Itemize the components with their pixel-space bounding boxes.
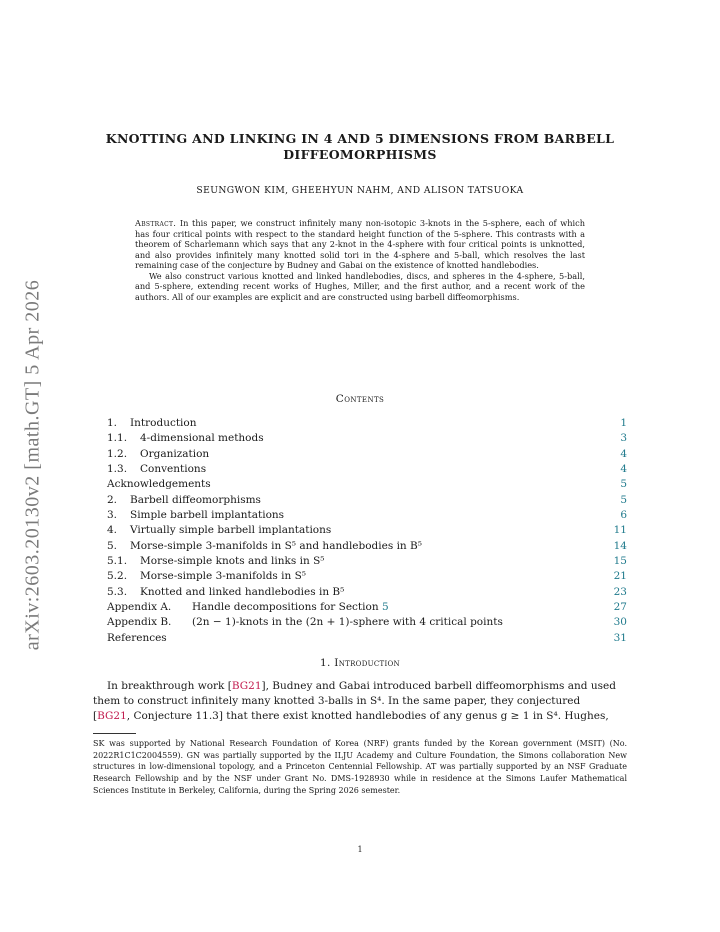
intro-line-1 — [93, 679, 627, 694]
toc-entry[interactable] — [107, 539, 627, 554]
toc-entry-number: Appendix A. — [107, 600, 172, 613]
toc-entry-number: Appendix B. — [107, 616, 172, 629]
citation-link[interactable]: BG21 — [97, 710, 127, 723]
toc-entry-label — [107, 477, 211, 492]
contents-heading: Contents — [335, 393, 385, 405]
toc-entry-number: 1. — [107, 417, 118, 429]
toc-entry[interactable] — [107, 477, 627, 492]
toc-entry-label — [140, 554, 324, 569]
toc-entry-title: 4-dimensional methods — [140, 432, 264, 445]
abstract-text-1: In this paper, we construct infinitely many non-isotopic 3-knots in the 5-sphere, each of which has four critical points with respect to the standard height function of the 5-sphere. This contrasts with a theorem of Scharlemann which says that any 2-knot in the 4-sphere with four critical points is unknotted, and also provides infinitely many knotted solid tori in the 4-sphere and 5-ball, which resolves the last remaining case of the conjecture by Budney and Gabai on the existence of knotted handlebodies. — [135, 218, 585, 270]
toc-entry-label — [130, 523, 331, 538]
section-title: Introduction — [334, 657, 400, 669]
title-line-1: KNOTTING AND LINKING IN 4 AND 5 DIMENSIONS FROM BARBELL — [105, 131, 615, 146]
toc-entry-label — [107, 631, 167, 646]
toc-entry-number: 2. — [107, 493, 118, 506]
intro-text: In breakthrough work [ — [107, 680, 232, 692]
abstract-paragraph-2: We also construct various knotted and linked handlebodies, discs, and spheres in the 4-sphere, 5-ball, and 5-sphere, extending recent works of Hughes, Miller, and the first author, and a recent work of the authors. All of our examples are explicit and are constructed using barbell diffeomorphisms. — [135, 270, 585, 302]
toc-entry[interactable] — [107, 554, 627, 569]
toc-entry-label — [130, 539, 422, 554]
arxiv-sidebar — [18, 0, 48, 932]
toc-entry-title: Barbell diffeomorphisms — [130, 493, 261, 506]
toc-page-link[interactable]: 23 — [613, 585, 627, 598]
toc-entry-label — [140, 569, 306, 584]
funding-footnote: SK was supported by National Research Foundation of Korea (NRF) grants funded by the Korean government (MSIT) (No. 2022R1C1C2004559). GN was partially supported by the ILJU Academy and Culture Foundation, the Simons collaboration New structures in low-dimensional topology, and a Princeton Centennial Fellowship. AT was partially supported by an NSF Graduate Research Fellowship and by the NSF under Grant No. DMS-1928930 while in residence at the Simons Laufer Mathematical Sciences Institute in Berkeley, California, during the Spring 2026 semester. — [93, 739, 627, 795]
toc-entry[interactable] — [107, 493, 627, 508]
toc-entry-title: Organization — [140, 447, 210, 460]
toc-entry-number: 5.3. — [107, 585, 128, 598]
title-line-2: DIFFEOMORPHISMS — [283, 147, 437, 162]
toc-entry-title: Conventions — [140, 462, 207, 475]
toc-page-link[interactable]: 1 — [620, 417, 627, 429]
toc-page-link[interactable]: 14 — [613, 539, 627, 552]
citation-link[interactable]: BG21 — [231, 680, 262, 692]
toc-entry-title: Virtually simple barbell implantations — [130, 524, 332, 537]
toc-entry[interactable] — [107, 569, 627, 584]
author-list: SEUNGWON KIM, GHEEHYUN NAHM, AND ALISON TATSUOKA — [196, 185, 524, 196]
toc-page-link[interactable]: 6 — [620, 508, 627, 521]
toc-entry[interactable] — [107, 585, 627, 600]
table-of-contents — [107, 416, 627, 646]
toc-entry-number: 4. — [107, 524, 118, 537]
toc-page-link[interactable]: 4 — [620, 447, 627, 460]
abstract — [135, 218, 585, 302]
toc-entry-title: Morse-simple knots and links in S⁵ — [140, 554, 325, 567]
toc-entry-label — [192, 615, 503, 630]
toc-page-link[interactable]: 31 — [613, 631, 627, 644]
intro-text: [ — [93, 710, 98, 723]
toc-entry[interactable] — [107, 631, 627, 646]
arxiv-identifier: arXiv:2603.20130v2 [math.GT] 5 Apr 2026 — [21, 279, 44, 651]
paper-title — [100, 131, 620, 163]
introduction-text — [93, 679, 627, 725]
intro-text: ], Budney and Gabai introduced barbell diffeomorphisms and used — [261, 680, 616, 692]
toc-page-link[interactable]: 30 — [613, 616, 627, 629]
toc-entry[interactable] — [107, 523, 627, 538]
section-heading-introduction — [100, 657, 620, 669]
toc-entry-number: 1.3. — [107, 462, 128, 475]
toc-entry-label — [192, 600, 389, 615]
toc-entry-title: Morse-simple 3-manifolds in S⁵ — [140, 570, 307, 583]
toc-entry-title: (2n − 1)-knots in the (2n + 1)-sphere with 4 critical points — [192, 616, 503, 629]
toc-entry[interactable] — [107, 416, 627, 431]
toc-page-link[interactable]: 5 — [620, 493, 627, 506]
toc-entry-title: Introduction — [130, 417, 197, 429]
intro-line-2: them to construct infinitely many knotted 3-balls in S⁴. In the same paper, they conjectured — [93, 695, 581, 708]
toc-page-link[interactable]: 11 — [613, 524, 627, 537]
toc-page-link[interactable]: 21 — [613, 570, 627, 583]
toc-entry-label — [130, 508, 284, 523]
toc-entry-title: References — [107, 631, 167, 644]
toc-entry-label — [130, 416, 197, 431]
toc-entry-title: Knotted and linked handlebodies in B⁵ — [140, 585, 345, 598]
toc-section-ref[interactable]: 5 — [381, 600, 389, 613]
toc-entry[interactable] — [107, 600, 627, 615]
toc-entry-number: 5.1. — [107, 554, 128, 567]
toc-page-link[interactable]: 27 — [613, 600, 627, 613]
toc-entry-number: 1.2. — [107, 447, 128, 460]
intro-text: , Conjecture 11.3] that there exist knotted handlebodies of any genus g ≥ 1 in S⁴. Hughes, — [126, 710, 609, 723]
toc-entry[interactable] — [107, 508, 627, 523]
toc-entry-number: 5.2. — [107, 570, 128, 583]
toc-entry-label — [140, 462, 206, 477]
toc-page-link[interactable]: 4 — [620, 462, 627, 475]
toc-entry-label — [140, 447, 209, 462]
toc-entry-number: 5. — [107, 539, 118, 552]
footnote-rule — [93, 733, 136, 734]
toc-entry-label — [130, 493, 261, 508]
toc-page-link[interactable]: 15 — [613, 554, 627, 567]
toc-entry[interactable] — [107, 447, 627, 462]
toc-entry-title: Handle decompositions for Section — [192, 600, 379, 613]
toc-entry-title: Acknowledgements — [107, 478, 211, 491]
toc-page-link[interactable]: 3 — [620, 432, 627, 445]
intro-line-3 — [93, 709, 627, 724]
toc-entry[interactable] — [107, 615, 627, 630]
toc-entry-number: 1.1. — [107, 432, 128, 445]
toc-entry[interactable] — [107, 462, 627, 477]
section-number: 1. — [320, 657, 331, 669]
toc-entry-label — [140, 585, 344, 600]
abstract-label: Abstract. — [135, 218, 177, 228]
toc-entry[interactable] — [107, 431, 627, 446]
page-number: 1 — [357, 845, 363, 854]
toc-entry-number: 3. — [107, 508, 118, 521]
abstract-paragraph-1 — [135, 218, 585, 271]
toc-entry-title: Morse-simple 3-manifolds in S⁵ and handlebodies in B⁵ — [130, 539, 422, 552]
toc-entry-title: Simple barbell implantations — [130, 508, 285, 521]
toc-entry-label — [140, 431, 264, 446]
toc-page-link[interactable]: 5 — [620, 478, 627, 491]
